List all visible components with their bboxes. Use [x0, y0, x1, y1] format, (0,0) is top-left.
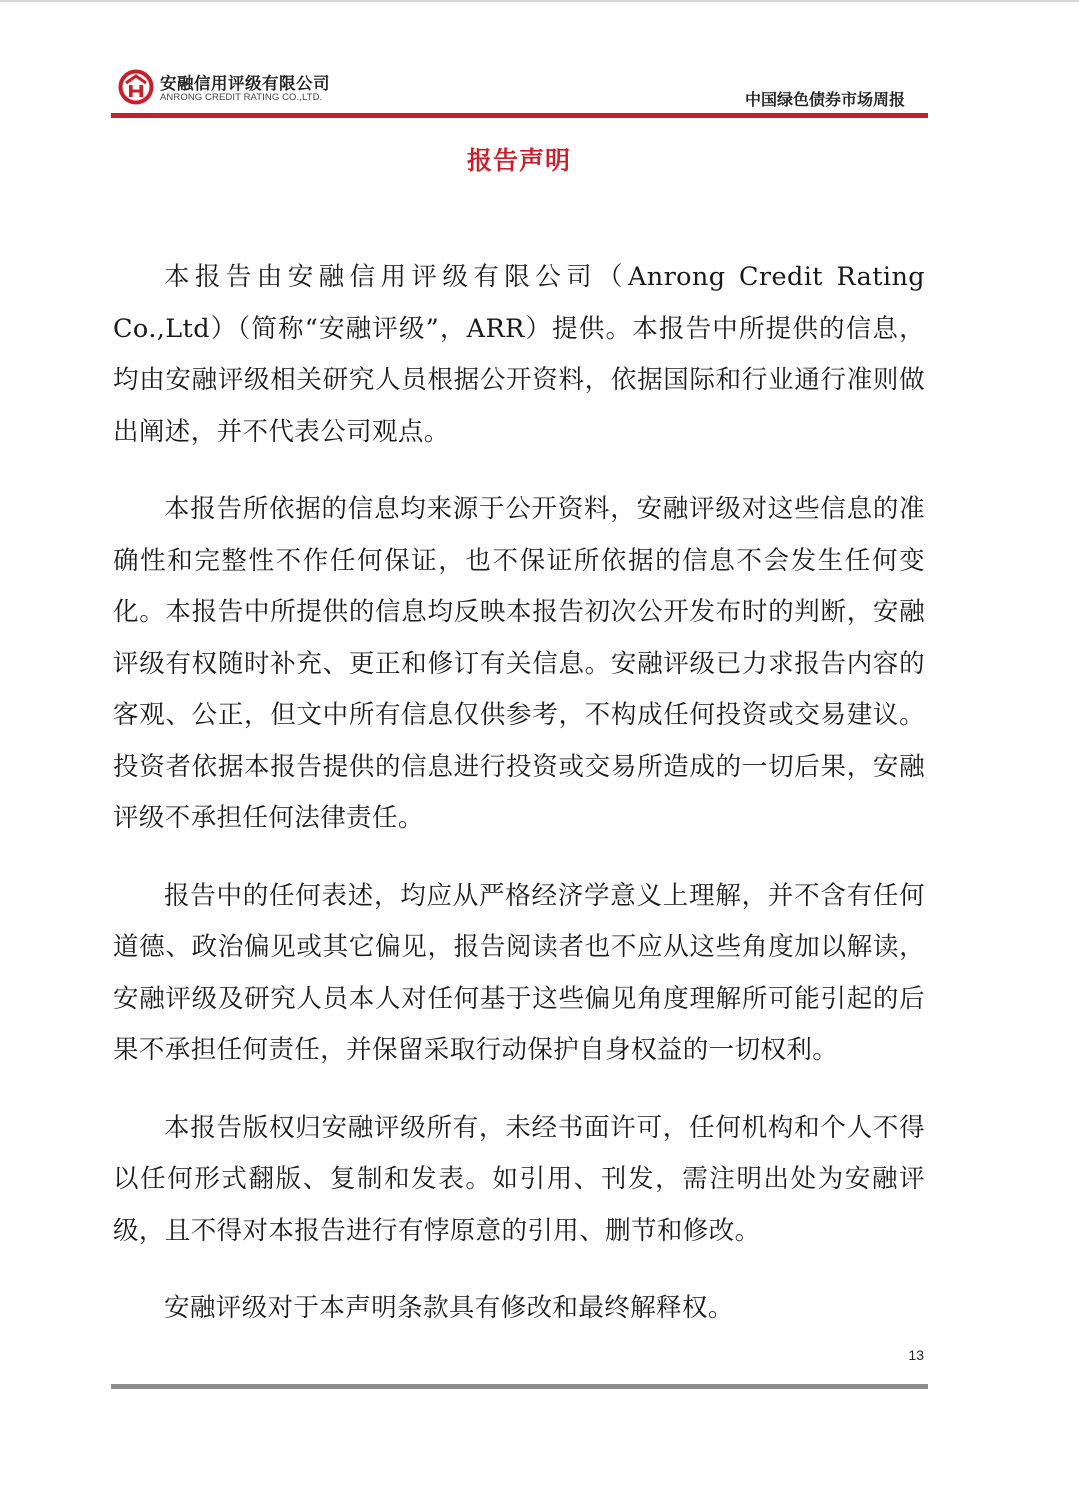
company-name-en: ANRONG CREDIT RATING CO.,LTD. [160, 92, 323, 103]
page-title: 报告声明 [466, 146, 571, 175]
statement-paragraph-1: 本报告由安融信用评级有限公司（Anrong Credit Rating Co.,Ltd）（简称“安融评级”，ARR）提供。本报告中所提供的信息，均由安融评级相关研究人员根据公开资料，依据国际和行业通行准则做出阐述，并不代表公司观点。 [113, 262, 925, 447]
company-name-cn: 安融信用评级有限公司 [160, 74, 330, 93]
top-edge-rule [0, 0, 1079, 2]
statement-paragraph-4: 本报告版权归安融评级所有，未经书面许可，任何机构和个人不得以任何形式翻版、复制和发表。如引用、刊发，需注明出处为安融评级，且不得对本报告进行有悖原意的引用、删节和修改。 [113, 1112, 925, 1246]
report-series-name: 中国绿色债券市场周报 [744, 90, 905, 109]
statement-paragraph-3: 报告中的任何表述，均应从严格经济学意义上理解，并不含有任何道德、政治偏见或其它偏见，报告阅读者也不应从这些角度加以解读，安融评级及研究人员本人对任何基于这些偏见角度理解所可能引起的后果不承担任何责任，并保留采取行动保护自身权益的一切权利。 [113, 880, 925, 1065]
statement-body [113, 252, 925, 1361]
anrong-logo-icon [118, 69, 154, 105]
statement-paragraph-2: 本报告所依据的信息均来源于公开资料，安融评级对这些信息的准确性和完整性不作任何保证，也不保证所依据的信息不会发生任何变化。本报告中所提供的信息均反映本报告初次公开发布时的判断，安融评级有权随时补充、更正和修订有关信息。安融评级已力求报告内容的客观、公正，但文中所有信息仅供参考，不构成任何投资或交易建议。投资者依据本报告提供的信息进行投资或交易所造成的一切后果，安融评级不承担任何法律责任。 [113, 494, 925, 833]
page-number: 13 [908, 1347, 924, 1363]
header-divider [111, 113, 928, 118]
statement-paragraph-5: 安融评级对于本声明条款具有修改和最终解释权。 [164, 1293, 734, 1323]
footer-divider [111, 1384, 928, 1389]
